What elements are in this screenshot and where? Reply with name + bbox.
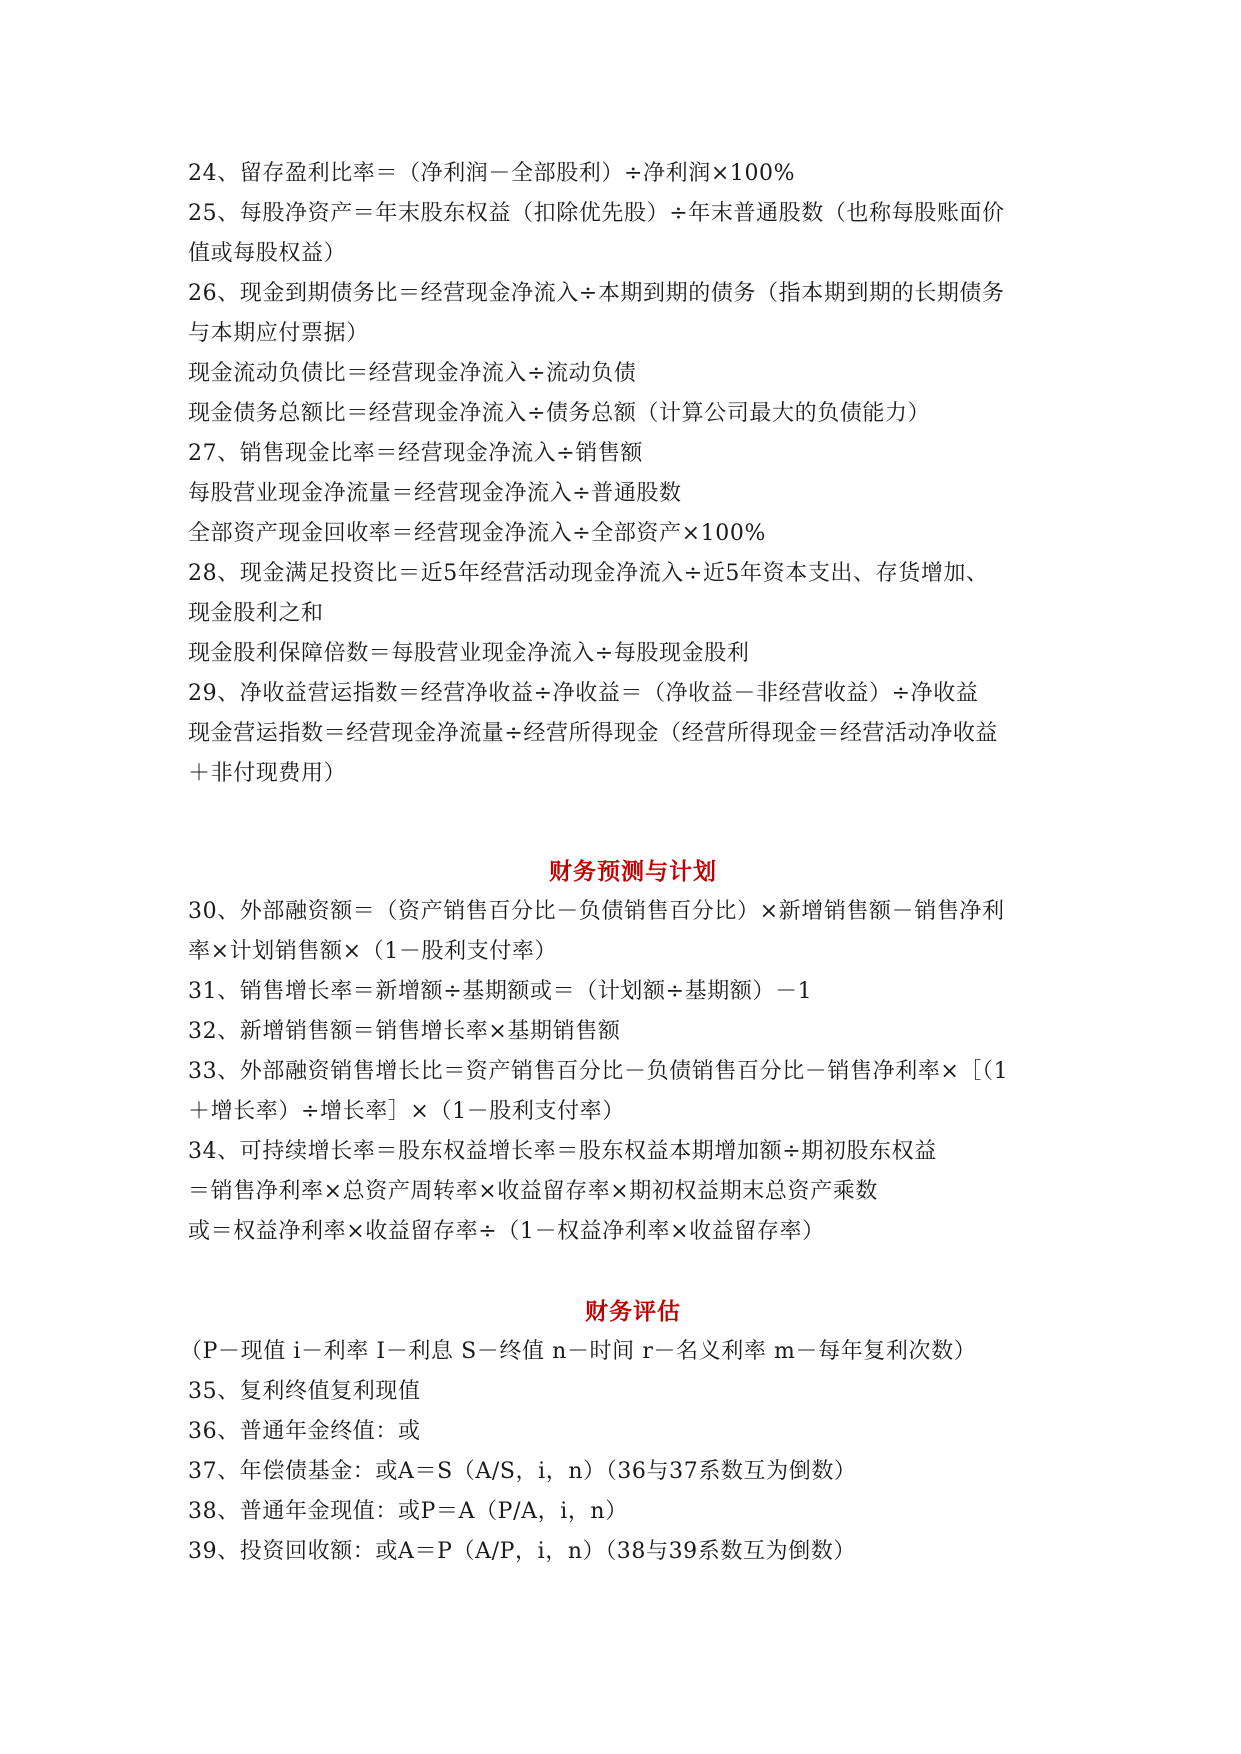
text-line: 36、普通年金终值：或 <box>188 1419 421 1444</box>
text-line: 35、复利终值复利现值 <box>188 1379 421 1404</box>
text-line: 28、现金满足投资比＝近5年经营活动现金净流入÷近5年资本支出、存货增加、 <box>188 561 989 586</box>
section-forecast-planning <box>188 852 1078 1252</box>
text-line: 31、销售增长率＝新增额÷基期额或＝（计划额÷基期额）－1 <box>188 979 813 1004</box>
text-line: ＋增长率）÷增长率］×（1－股利支付率） <box>188 1099 625 1124</box>
text-line: 29、净收益营运指数＝经营净收益÷净收益＝（净收益－非经营收益）÷净收益 <box>188 681 979 706</box>
text-line: 值或每股权益） <box>188 241 347 266</box>
text-line: 38、普通年金现值：或P＝A（P/A，i，n） <box>188 1499 628 1524</box>
text-line: 或＝权益净利率×收益留存率÷（1－权益净利率×收益留存率） <box>188 1219 825 1244</box>
text-line: 27、销售现金比率＝经营现金净流入÷销售额 <box>188 441 644 466</box>
text-line: 30、外部融资额＝（资产销售百分比－负债销售百分比）×新增销售额－销售净利 <box>188 899 1005 924</box>
section-financial-valuation <box>180 1292 1078 1572</box>
text-line: 与本期应付票据） <box>188 321 369 346</box>
text-line: 39、投资回收额：或A＝P（A/P，i，n）（38与39系数互为倒数） <box>188 1539 856 1564</box>
text-line: 25、每股净资产＝年末股东权益（扣除优先股）÷年末普通股数（也称每股账面价 <box>188 201 1005 226</box>
text-line: 32、新增销售额＝销售增长率×基期销售额 <box>188 1019 621 1044</box>
text-line: 现金股利之和 <box>188 601 324 626</box>
text-line: ＋非付现费用） <box>188 761 347 786</box>
section-ratios <box>188 154 1078 794</box>
text-line: 现金流动负债比＝经营现金净流入÷流动负债 <box>188 361 637 386</box>
variable-legend: （P－现值 i－利率 I－利息 S－终值 n－时间 r－名义利率 m－每年复利次数） <box>180 1339 977 1364</box>
spacer <box>188 1252 1078 1292</box>
text-line: 24、留存盈利比率＝（净利润－全部股利）÷净利润×100% <box>188 161 796 186</box>
spacer <box>188 794 1078 852</box>
text-line: 现金股利保障倍数＝每股营业现金净流入÷每股现金股利 <box>188 641 750 666</box>
section-heading: 财务评估 <box>585 1298 681 1325</box>
text-line: 34、可持续增长率＝股东权益增长率＝股东权益本期增加额÷期初股东权益 <box>188 1139 937 1164</box>
text-line: 37、年偿债基金：或A＝S（A/S，i，n）（36与37系数互为倒数） <box>188 1459 857 1484</box>
text-line: 每股营业现金净流量＝经营现金净流入÷普通股数 <box>188 481 682 506</box>
text-line: 现金债务总额比＝经营现金净流入÷债务总额（计算公司最大的负债能力） <box>188 401 931 426</box>
document-page <box>180 154 1078 1572</box>
text-line: 率×计划销售额×（1－股利支付率） <box>188 939 558 964</box>
text-line: 33、外部融资销售增长比＝资产销售百分比－负债销售百分比－销售净利率×［（1 <box>188 1059 1009 1084</box>
section-heading: 财务预测与计划 <box>549 858 717 885</box>
text-line: ＝销售净利率×总资产周转率×收益留存率×期初权益期末总资产乘数 <box>188 1179 878 1204</box>
text-line: 现金营运指数＝经营现金净流量÷经营所得现金（经营所得现金＝经营活动净收益 <box>188 721 999 746</box>
text-line: 26、现金到期债务比＝经营现金净流入÷本期到期的债务（指本期到期的长期债务 <box>188 281 1005 306</box>
text-line: 全部资产现金回收率＝经营现金净流入÷全部资产×100% <box>188 521 766 546</box>
